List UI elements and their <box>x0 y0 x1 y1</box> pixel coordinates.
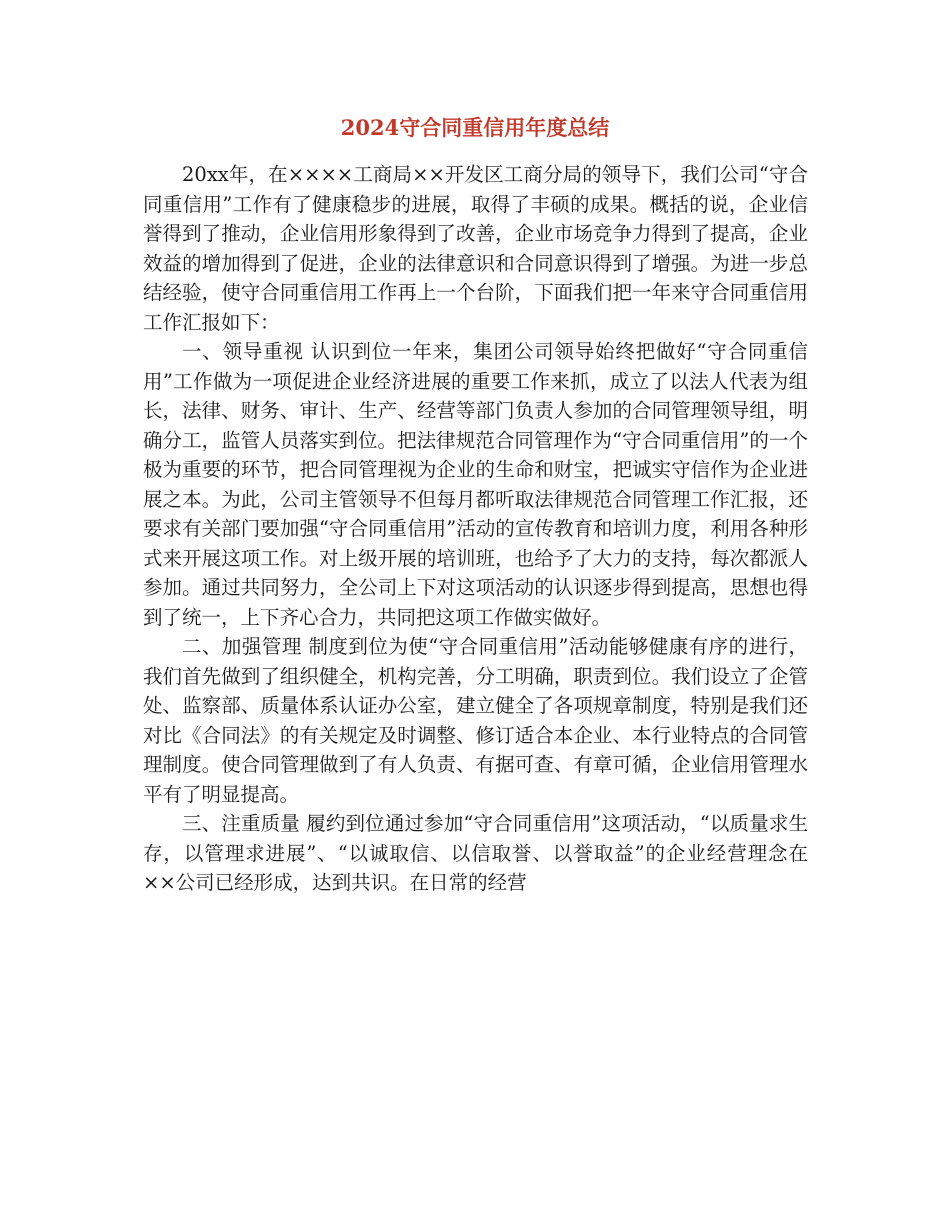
paragraph-section-2: 二、加强管理 制度到位为使“守合同重信用”活动能够健康有序的进行，我们首先做到了组织健全，机构完善，分工明确，职责到位。我们设立了企管处、监察部、质量体系认证办公室，建立健全了各项规章制度，特别是我们还对比《合同法》的有关规定及时调整、修订适合本企业、本行业特点的合同管理制度。使合同管理做到了有人负责、有据可查、有章可循，企业信用管理水平有了明显提高。 <box>143 635 808 806</box>
paragraph-intro: 20xx年，在××××工商局××开发区工商分局的领导下，我们公司“守合同重信用”工作有了健康稳步的进展，取得了丰硕的成果。概括的说，企业信誉得到了推动，企业信用形象得到了改善，企业市场竞争力得到了提高，企业效益的增加得到了促进，企业的法律意识和合同意识得到了增强。为进一步总结经验，使守合同重信用工作再上一个台阶，下面我们把一年来守合同重信用工作汇报如下： <box>143 163 808 334</box>
document-title: 2024守合同重信用年度总结 <box>340 115 610 140</box>
document-body <box>143 160 808 898</box>
paragraph-section-1: 一、领导重视 认识到位一年来，集团公司领导始终把做好“守合同重信用”工作做为一项促进企业经济进展的重要工作来抓，成立了以法人代表为组长，法律、财务、审计、生产、经营等部门负责人参加的合同管理领导组，明确分工，监管人员落实到位。把法律规范合同管理作为“守合同重信用”的一个极为重要的环节，把合同管理视为企业的生命和财宝，把诚实守信作为企业进展之本。为此，公司主管领导不但每月都听取法律规范合同管理工作汇报，还要求有关部门要加强“守合同重信用”活动的宣传教育和培训力度，利用各种形式来开展这项工作。对上级开展的培训班，也给予了大力的支持，每次都派人参加。通过共同努力，全公司上下对这项活动的认识逐步得到提高，思想也得到了统一，上下齐心合力，共同把这项工作做实做好。 <box>143 340 808 629</box>
paragraph-section-3: 三、注重质量 履约到位通过参加“守合同重信用”这项活动，“以质量求生存，以管理求进展”、“以诚取信、以信取誉、以誉取益”的企业经营理念在××公司已经形成，达到共识。在日常的经营 <box>143 812 808 894</box>
